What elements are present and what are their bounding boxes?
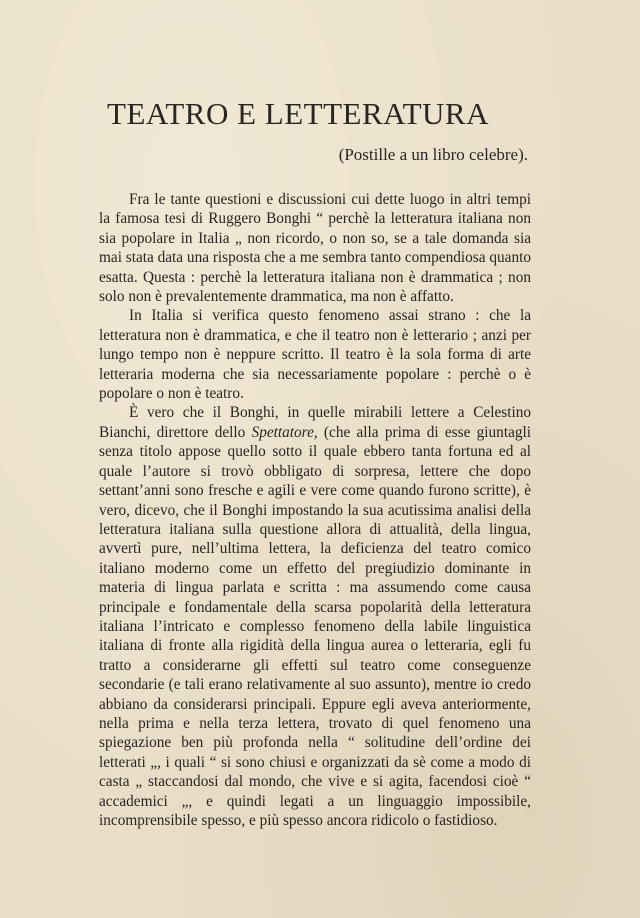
page-subtitle: (Postille a un libro celebre). — [338, 145, 528, 164]
paragraph-1: Fra le tante questioni e discussioni cui dette luogo in altri tempi la famosa tesi di Ruggero Bonghi “ perchè la letteratura italiana non sia popolare in Italia „ non ricordo, o non so, se a tale domanda sia mai stata data una risposta che a me sembra tanto compendiosa quanto esatta. Questa : perchè la letteratura italiana non è drammatica ; non solo non è prevalentemente drammatica, ma non è affatto. — [99, 191, 531, 306]
page-title: TEATRO E LETTERATURA — [107, 96, 489, 131]
article-body — [99, 190, 531, 830]
paragraph-3-text-rest: (che alla prima di esse giuntagli senza titolo appose quello sotto il quale ebbero tanta fortuna ed al quale l’autore si trovò obbligato di sorpresa, lettere che dopo settant’anni sono fresche e agili e vere come quando furono scritte), è vero, dicevo, che il Bonghi impostando la sua acutissima analisi della letteratura italiana sulla questione allora di attualità, della lingua, avvertì pure, nell’ultima lettera, la deficienza del teatro comico italiano moderno come un effetto del pregiudizio dominante in materia di lingua parlata e scritta : ma assumendo come causa principale e fondamentale della scarsa popolarità della letteratura italiana l’intricato e complesso fenomeno della labile linguistica italiana di fronte alla rigidità della lingua aurea o letteraria, egli fu tratto a considerarne gli effetti sul teatro come conseguenze secondarie (e tali erano relativamente al suo assunto), mentre io credo abbiano da considerarsi principali. Eppure egli aveva anteriormente, nella prima e nella terza lettera, trovato di quel fenomeno una spiegazione ben più profonda nella “ solitudine dell’ordine dei letterati „, i quali “ si sono chiusi e organizzati da sè come a modo di casta „ staccandosi dal mondo, che vive e si agita, facendosi cioè “ accademici „, e quindi legati a un linguaggio impossibile, incomprensibile spesso, e più spesso ancora ridicolo o fastidioso. — [99, 423, 532, 829]
paragraph-3-text-start: È vero che il Bonghi, in quelle mirabili lettere a Celestino Bianchi, direttore dello — [99, 404, 531, 441]
paragraph-3 — [99, 403, 531, 830]
paragraph-2: In Italia si verifica questo fenomeno assai strano : che la letteratura non è drammatica, e che il teatro non è letterario ; anzi per lungo tempo non è neppure scritto. Il teatro è la sola forma di arte letteraria moderna che sia necessariamente popolare : perchè o è popolare o non è teatro. — [99, 307, 531, 403]
periodical-title: Spettatore, — [251, 423, 318, 441]
